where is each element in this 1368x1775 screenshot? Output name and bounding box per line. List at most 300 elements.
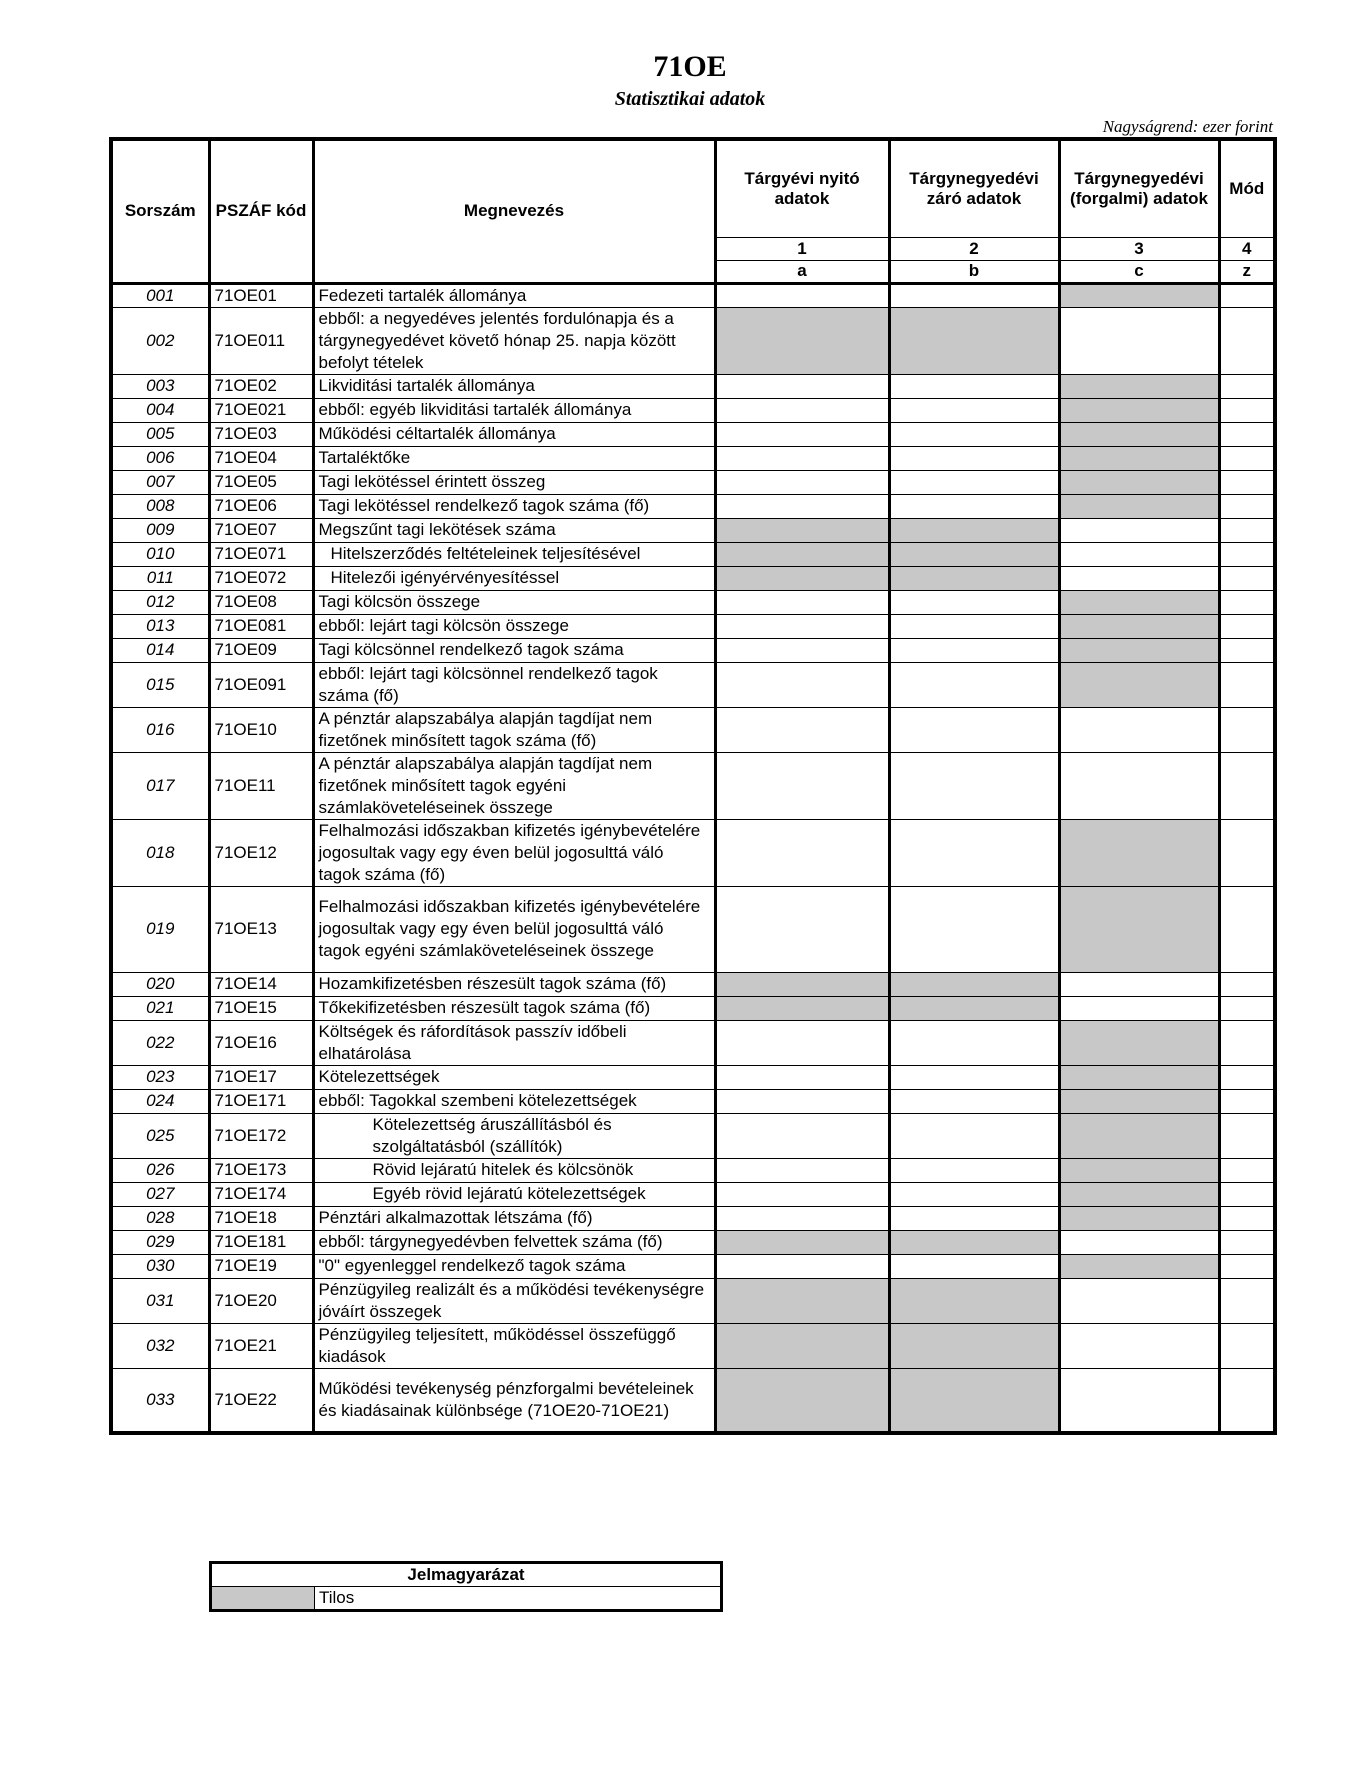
input-cell[interactable] (889, 638, 1059, 662)
row-code: 71OE10 (209, 707, 313, 752)
row-number: 001 (111, 283, 209, 307)
table-row (111, 1206, 1275, 1230)
row-name-cell (313, 446, 715, 470)
row-code: 71OE011 (209, 307, 313, 374)
input-cell[interactable] (889, 819, 1059, 886)
col-number: 1 (715, 237, 889, 260)
row-number: 009 (111, 518, 209, 542)
table-body (111, 283, 1275, 1433)
input-cell[interactable] (1219, 1368, 1275, 1433)
row-name: Pénzügyileg realizált és a működési tevékenységre jóváírt összegek (318, 1279, 705, 1321)
input-cell[interactable] (1219, 662, 1275, 707)
input-cell[interactable] (1219, 1254, 1275, 1278)
input-cell[interactable] (889, 886, 1059, 972)
input-cell[interactable] (1219, 1089, 1275, 1113)
input-cell[interactable] (1219, 707, 1275, 752)
row-number: 032 (111, 1323, 209, 1368)
input-cell[interactable] (1219, 1065, 1275, 1089)
input-cell[interactable] (715, 494, 889, 518)
row-code: 71OE01 (209, 283, 313, 307)
row-name: ebből: a negyedéves jelentés fordulónapja és a tárgynegyedévet követő hónap 25. napja között befolyt tételek (318, 308, 676, 372)
row-name: Fedezeti tartalék állománya (318, 285, 527, 305)
row-number: 019 (111, 886, 209, 972)
form-subtitle: Statisztikai adatok (614, 88, 766, 110)
row-name: Tagi lekötéssel rendelkező tagok száma (fő) (318, 496, 650, 515)
table-row (111, 638, 1275, 662)
input-cell[interactable] (715, 614, 889, 638)
input-cell[interactable] (1219, 752, 1275, 819)
row-name-cell (313, 1323, 715, 1368)
input-cell[interactable] (1219, 566, 1275, 590)
row-name: Felhalmozási időszakban kifizetés igénybevételére jogosultak vagy egy éven belül jogosulttá váló tagok száma (fő) (318, 820, 701, 884)
forbidden-cell (1059, 374, 1219, 398)
input-cell[interactable] (1059, 566, 1219, 590)
col-header-megnevezes: Megnevezés (313, 139, 715, 283)
input-cell[interactable] (1219, 470, 1275, 494)
row-name-cell (313, 819, 715, 886)
input-cell[interactable] (1219, 1158, 1275, 1182)
legend-table (209, 1561, 723, 1612)
table-row (111, 614, 1275, 638)
input-cell[interactable] (889, 1020, 1059, 1065)
forbidden-cell (889, 1230, 1059, 1254)
row-name-cell (313, 752, 715, 819)
forbidden-cell (715, 972, 889, 996)
row-name-cell (313, 662, 715, 707)
row-name-cell (313, 307, 715, 374)
input-cell[interactable] (889, 494, 1059, 518)
row-name: Működési tevékenység pénzforgalmi bevételeinek és kiadásainak különbsége (71OE20-71OE21) (318, 1378, 694, 1420)
input-cell[interactable] (715, 1158, 889, 1182)
row-number: 013 (111, 614, 209, 638)
row-code: 71OE07 (209, 518, 313, 542)
forbidden-cell (1059, 446, 1219, 470)
input-cell[interactable] (715, 886, 889, 972)
row-code: 71OE13 (209, 886, 313, 972)
row-code: 71OE173 (209, 1158, 313, 1182)
row-code: 71OE174 (209, 1182, 313, 1206)
row-name-cell (313, 283, 715, 307)
input-cell[interactable] (1059, 752, 1219, 819)
row-code: 71OE14 (209, 972, 313, 996)
legend-label: Tilos (315, 1587, 722, 1611)
row-number: 011 (111, 566, 209, 590)
table-row (111, 1254, 1275, 1278)
input-cell[interactable] (715, 374, 889, 398)
row-number: 026 (111, 1158, 209, 1182)
forbidden-cell (1059, 1089, 1219, 1113)
input-cell[interactable] (1219, 1182, 1275, 1206)
col-letter: z (1219, 260, 1275, 283)
row-code: 71OE081 (209, 614, 313, 638)
forbidden-cell (889, 518, 1059, 542)
row-number: 010 (111, 542, 209, 566)
forbidden-cell (1059, 819, 1219, 886)
row-name-cell (313, 542, 715, 566)
col-letter: c (1059, 260, 1219, 283)
row-name: Hozamkifizetésben részesült tagok száma (fő) (318, 974, 667, 993)
row-code: 71OE22 (209, 1368, 313, 1433)
input-cell[interactable] (1219, 614, 1275, 638)
input-cell[interactable] (1059, 707, 1219, 752)
input-cell[interactable] (889, 1182, 1059, 1206)
input-cell[interactable] (889, 1254, 1059, 1278)
input-cell[interactable] (715, 1254, 889, 1278)
row-number: 033 (111, 1368, 209, 1433)
forbidden-cell (715, 1278, 889, 1323)
input-cell[interactable] (889, 1158, 1059, 1182)
table-row (111, 1368, 1275, 1433)
row-name-cell (313, 996, 715, 1020)
row-name-cell (313, 1158, 715, 1182)
input-cell[interactable] (715, 1089, 889, 1113)
input-cell[interactable] (1219, 307, 1275, 374)
row-name: ebből: egyéb likviditási tartalék állománya (318, 400, 632, 419)
row-number: 004 (111, 398, 209, 422)
input-cell[interactable] (1059, 1323, 1219, 1368)
row-name-cell (313, 1182, 715, 1206)
row-number: 031 (111, 1278, 209, 1323)
row-name-cell (313, 1113, 715, 1158)
input-cell[interactable] (1059, 1230, 1219, 1254)
table-row (111, 494, 1275, 518)
row-number: 002 (111, 307, 209, 374)
forbidden-cell (715, 1368, 889, 1433)
row-number: 003 (111, 374, 209, 398)
row-name-cell (313, 518, 715, 542)
input-cell[interactable] (1059, 996, 1219, 1020)
col-number: 2 (889, 237, 1059, 260)
row-name-cell (313, 1278, 715, 1323)
input-cell[interactable] (715, 1065, 889, 1089)
row-code: 71OE091 (209, 662, 313, 707)
col-header-c1: Tárgyévi nyitó adatok (715, 139, 889, 237)
forbidden-cell (1059, 1113, 1219, 1158)
row-code: 71OE11 (209, 752, 313, 819)
input-cell[interactable] (1219, 886, 1275, 972)
input-cell[interactable] (1219, 542, 1275, 566)
input-cell[interactable] (889, 422, 1059, 446)
row-code: 71OE08 (209, 590, 313, 614)
row-code: 71OE04 (209, 446, 313, 470)
input-cell[interactable] (1219, 446, 1275, 470)
row-code: 71OE16 (209, 1020, 313, 1065)
input-cell[interactable] (1219, 374, 1275, 398)
forbidden-cell (1059, 422, 1219, 446)
row-name: Tagi kölcsönnel rendelkező tagok száma (318, 640, 624, 659)
input-cell[interactable] (1219, 1020, 1275, 1065)
forbidden-cell (1059, 1206, 1219, 1230)
input-cell[interactable] (1059, 307, 1219, 374)
forbidden-cell (715, 307, 889, 374)
col-header-c3: Tárgynegyedévi (forgalmi) adatok (1059, 139, 1219, 237)
input-cell[interactable] (715, 662, 889, 707)
row-number: 017 (111, 752, 209, 819)
input-cell[interactable] (1219, 398, 1275, 422)
forbidden-cell (1059, 470, 1219, 494)
row-name-cell (313, 374, 715, 398)
row-name: Működési céltartalék állománya (318, 424, 556, 443)
row-number: 030 (111, 1254, 209, 1278)
table-row (111, 662, 1275, 707)
row-name: Felhalmozási időszakban kifizetés igénybevételére jogosultak vagy egy éven belül jogosulttá váló tagok egyéni számlaköveteléseinek összege (318, 897, 701, 960)
row-name: Pénztári alkalmazottak létszáma (fő) (318, 1208, 593, 1227)
forbidden-cell (715, 518, 889, 542)
forbidden-cell (715, 542, 889, 566)
col-letter: b (889, 260, 1059, 283)
input-cell[interactable] (1059, 542, 1219, 566)
forbidden-cell (1059, 590, 1219, 614)
row-name: Kötelezettség áruszállításból és szolgáltatásból (szállítók) (372, 1114, 612, 1156)
input-cell[interactable] (889, 398, 1059, 422)
input-cell[interactable] (1219, 494, 1275, 518)
input-cell[interactable] (715, 470, 889, 494)
forbidden-cell (889, 972, 1059, 996)
forbidden-cell (1059, 1020, 1219, 1065)
input-cell[interactable] (1059, 1368, 1219, 1433)
row-name: Tagi kölcsön összege (318, 592, 481, 611)
row-code: 71OE181 (209, 1230, 313, 1254)
table-row (111, 1323, 1275, 1368)
data-table (109, 137, 1277, 1435)
input-cell[interactable] (889, 470, 1059, 494)
input-cell[interactable] (889, 283, 1059, 307)
row-name-cell (313, 1230, 715, 1254)
forbidden-cell (1059, 283, 1219, 307)
row-number: 024 (111, 1089, 209, 1113)
row-name-cell (313, 398, 715, 422)
row-name: A pénztár alapszabálya alapján tagdíjat nem fizetőnek minősített tagok száma (fő) (318, 708, 653, 750)
input-cell[interactable] (1219, 972, 1275, 996)
row-number: 006 (111, 446, 209, 470)
forbidden-cell (1059, 638, 1219, 662)
row-code: 71OE17 (209, 1065, 313, 1089)
input-cell[interactable] (715, 1020, 889, 1065)
row-name: Megszűnt tagi lekötések száma (318, 520, 556, 539)
input-cell[interactable] (715, 1113, 889, 1158)
table-row (111, 446, 1275, 470)
row-name: Kötelezettségek (318, 1067, 440, 1086)
row-name: Tagi lekötéssel érintett összeg (318, 472, 546, 491)
table-row (111, 398, 1275, 422)
input-cell[interactable] (1059, 1278, 1219, 1323)
row-code: 71OE15 (209, 996, 313, 1020)
input-cell[interactable] (1219, 1230, 1275, 1254)
row-name: Likviditási tartalék állománya (318, 376, 535, 395)
row-code: 71OE21 (209, 1323, 313, 1368)
forbidden-cell (1059, 398, 1219, 422)
table-row (111, 1158, 1275, 1182)
input-cell[interactable] (889, 1089, 1059, 1113)
row-name-cell (313, 566, 715, 590)
col-header-sorszam: Sorszám (111, 139, 209, 283)
input-cell[interactable] (889, 590, 1059, 614)
row-name-cell (313, 494, 715, 518)
unit-note: Nagyságrend: ezer forint (1102, 117, 1273, 136)
table-row (111, 996, 1275, 1020)
row-number: 014 (111, 638, 209, 662)
forbidden-cell (715, 566, 889, 590)
input-cell[interactable] (1219, 1323, 1275, 1368)
row-name: ebből: lejárt tagi kölcsön összege (318, 616, 569, 635)
input-cell[interactable] (715, 446, 889, 470)
row-name: A pénztár alapszabálya alapján tagdíjat nem fizetőnek minősített tagok egyéni számlaköveteléseinek összege (318, 753, 653, 817)
col-header-c2: Tárgynegyedévi záró adatok (889, 139, 1059, 237)
row-name-cell (313, 972, 715, 996)
row-name-cell (313, 1254, 715, 1278)
forbidden-cell (1059, 494, 1219, 518)
forbidden-cell (889, 542, 1059, 566)
forbidden-cell (715, 1323, 889, 1368)
input-cell[interactable] (1219, 518, 1275, 542)
input-cell[interactable] (1219, 819, 1275, 886)
row-name-cell (313, 1368, 715, 1433)
col-number: 3 (1059, 237, 1219, 260)
forbidden-cell (1059, 662, 1219, 707)
input-cell[interactable] (715, 638, 889, 662)
input-cell[interactable] (715, 590, 889, 614)
forbidden-cell (1059, 1065, 1219, 1089)
row-number: 012 (111, 590, 209, 614)
table-row (111, 1182, 1275, 1206)
input-cell[interactable] (889, 614, 1059, 638)
row-number: 016 (111, 707, 209, 752)
forbidden-cell (715, 1230, 889, 1254)
input-cell[interactable] (889, 752, 1059, 819)
table-row (111, 707, 1275, 752)
row-name-cell (313, 886, 715, 972)
table-row (111, 886, 1275, 972)
row-number: 022 (111, 1020, 209, 1065)
forbidden-cell (1059, 1254, 1219, 1278)
row-name: "0" egyenleggel rendelkező tagok száma (318, 1256, 626, 1275)
input-cell[interactable] (1059, 972, 1219, 996)
input-cell[interactable] (715, 422, 889, 446)
forbidden-cell (715, 996, 889, 1020)
table-row (111, 470, 1275, 494)
row-code: 71OE172 (209, 1113, 313, 1158)
row-name-cell (313, 638, 715, 662)
row-name-cell (313, 614, 715, 638)
input-cell[interactable] (1219, 638, 1275, 662)
row-name: ebből: Tagokkal szembeni kötelezettségek (318, 1091, 637, 1110)
row-code: 71OE06 (209, 494, 313, 518)
col-header-pszaf: PSZÁF kód (209, 139, 313, 283)
input-cell[interactable] (1219, 590, 1275, 614)
input-cell[interactable] (715, 283, 889, 307)
col-header-mod: Mód (1219, 139, 1275, 237)
input-cell[interactable] (1059, 518, 1219, 542)
input-cell[interactable] (889, 374, 1059, 398)
row-name: Tartaléktőke (318, 448, 411, 467)
forbidden-cell (1059, 1182, 1219, 1206)
forbidden-cell (889, 307, 1059, 374)
input-cell[interactable] (1219, 422, 1275, 446)
row-name: ebből: lejárt tagi kölcsönnel rendelkező tagok száma (fő) (318, 663, 658, 705)
row-name: ebből: tárgynegyedévben felvettek száma (fő) (318, 1232, 663, 1251)
table-row (111, 566, 1275, 590)
input-cell[interactable] (889, 662, 1059, 707)
table-row (111, 1278, 1275, 1323)
row-code: 71OE021 (209, 398, 313, 422)
row-number: 029 (111, 1230, 209, 1254)
table-row (111, 590, 1275, 614)
forbidden-cell (889, 566, 1059, 590)
input-cell[interactable] (715, 398, 889, 422)
row-name: Rövid lejáratú hitelek és kölcsönök (372, 1160, 634, 1179)
row-code: 71OE19 (209, 1254, 313, 1278)
row-name: Pénzügyileg teljesített, működéssel összefüggő kiadások (318, 1324, 676, 1366)
input-cell[interactable] (715, 707, 889, 752)
row-code: 71OE09 (209, 638, 313, 662)
forbidden-cell (1059, 886, 1219, 972)
forbidden-cell (889, 996, 1059, 1020)
row-name: Hitelezői igényérvényesítéssel (330, 568, 560, 587)
table-row (111, 518, 1275, 542)
input-cell[interactable] (715, 1182, 889, 1206)
input-cell[interactable] (1219, 996, 1275, 1020)
row-number: 027 (111, 1182, 209, 1206)
forbidden-cell (889, 1368, 1059, 1433)
row-name: Egyéb rövid lejáratú kötelezettségek (372, 1184, 646, 1203)
row-name-cell (313, 1206, 715, 1230)
input-cell[interactable] (889, 1065, 1059, 1089)
table-row (111, 422, 1275, 446)
row-name-cell (313, 422, 715, 446)
row-code: 71OE171 (209, 1089, 313, 1113)
table-row (111, 374, 1275, 398)
input-cell[interactable] (1219, 1206, 1275, 1230)
forbidden-cell (1059, 1158, 1219, 1182)
input-cell[interactable] (889, 1206, 1059, 1230)
row-number: 015 (111, 662, 209, 707)
table-row (111, 307, 1275, 374)
input-cell[interactable] (889, 446, 1059, 470)
row-number: 008 (111, 494, 209, 518)
input-cell[interactable] (1219, 1278, 1275, 1323)
row-number: 028 (111, 1206, 209, 1230)
legend-swatch (211, 1587, 315, 1611)
row-name-cell (313, 590, 715, 614)
row-number: 021 (111, 996, 209, 1020)
table-row (111, 1230, 1275, 1254)
forbidden-cell (889, 1323, 1059, 1368)
table-row (111, 972, 1275, 996)
form-title: 71OE (653, 50, 727, 83)
forbidden-cell (889, 1278, 1059, 1323)
row-name-cell (313, 707, 715, 752)
input-cell[interactable] (1219, 283, 1275, 307)
row-name-cell (313, 470, 715, 494)
input-cell[interactable] (715, 752, 889, 819)
row-code: 71OE071 (209, 542, 313, 566)
input-cell[interactable] (1219, 1113, 1275, 1158)
row-name: Költségek és ráfordítások passzív időbeli elhatárolása (318, 1021, 627, 1063)
row-name-cell (313, 1020, 715, 1065)
legend-title: Jelmagyarázat (211, 1563, 722, 1587)
forbidden-cell (1059, 614, 1219, 638)
row-name-cell (313, 1089, 715, 1113)
table-row (111, 1020, 1275, 1065)
row-number: 025 (111, 1113, 209, 1158)
col-letter: a (715, 260, 889, 283)
input-cell[interactable] (715, 1206, 889, 1230)
input-cell[interactable] (889, 707, 1059, 752)
row-code: 71OE12 (209, 819, 313, 886)
input-cell[interactable] (889, 1113, 1059, 1158)
input-cell[interactable] (715, 819, 889, 886)
row-code: 71OE05 (209, 470, 313, 494)
